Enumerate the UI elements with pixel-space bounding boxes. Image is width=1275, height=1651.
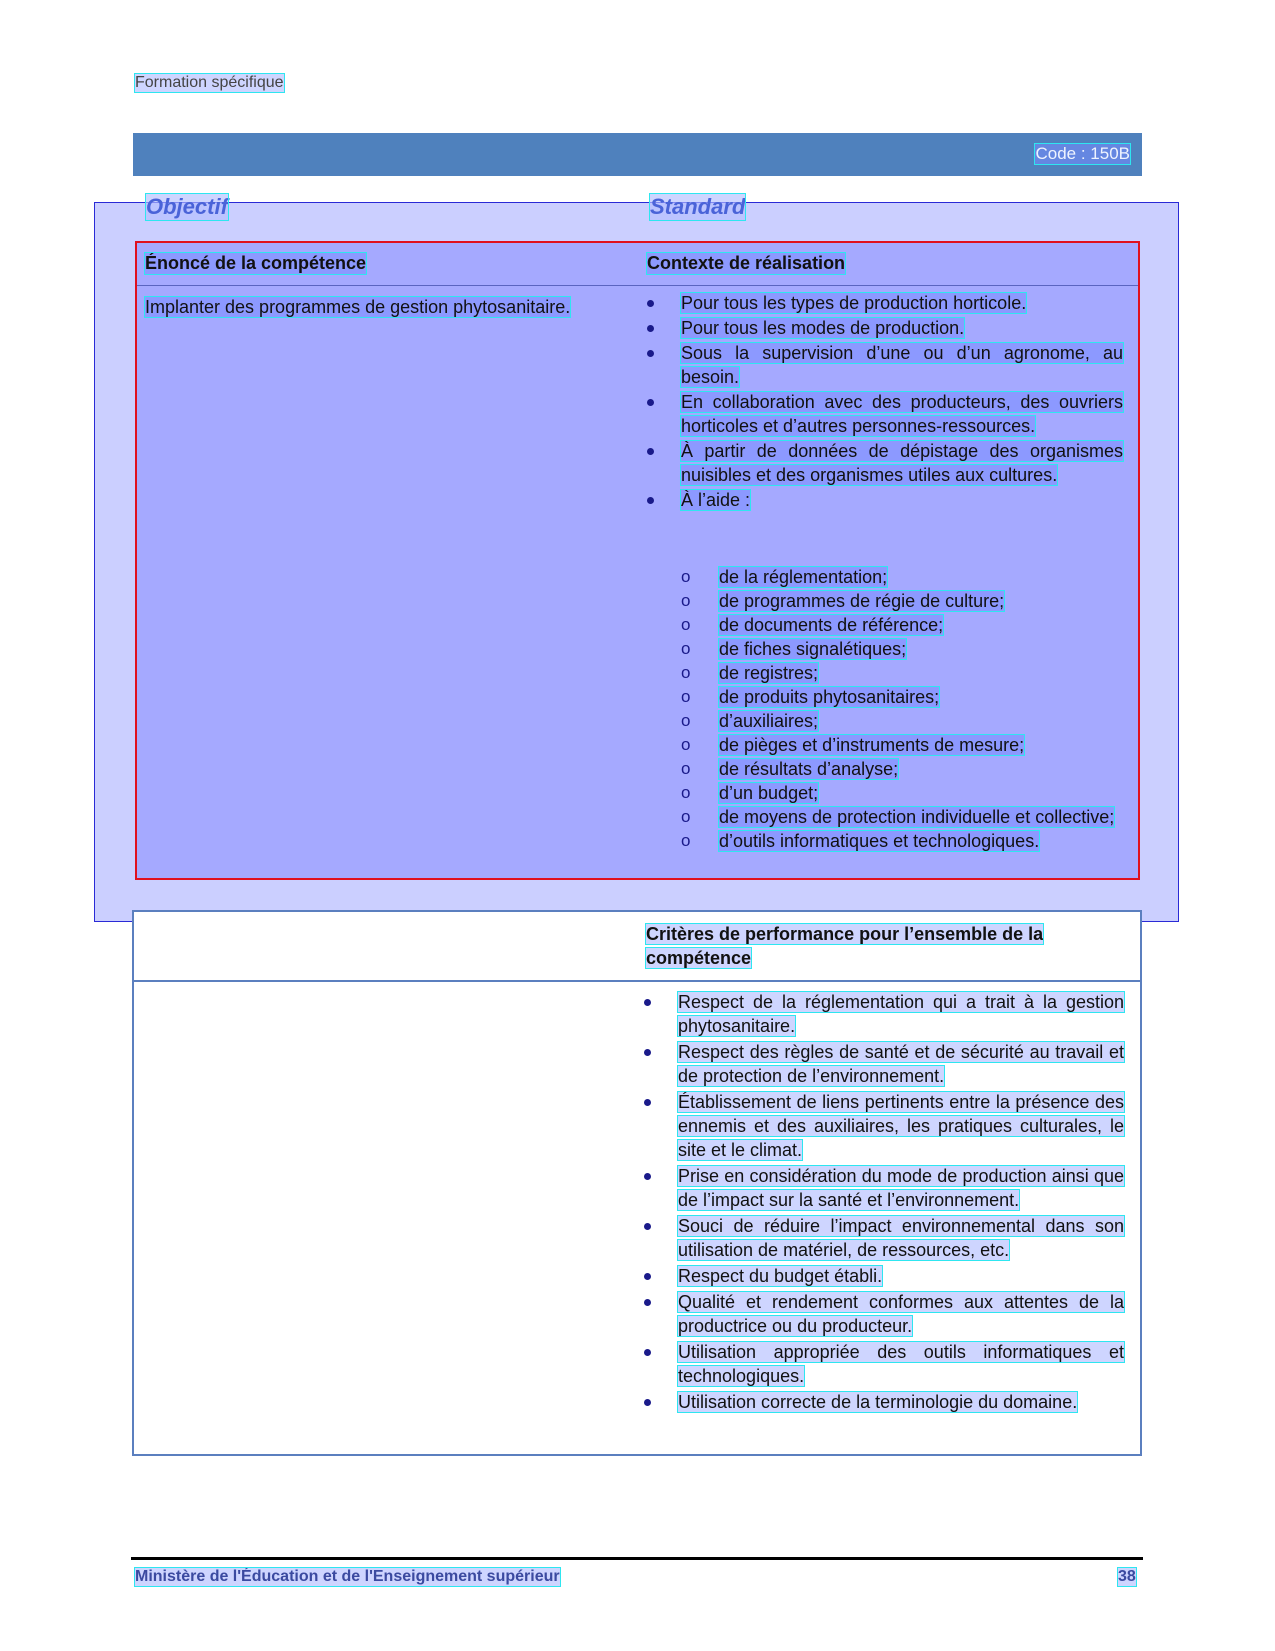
list-item (681, 589, 1121, 613)
bullet-icon (644, 999, 651, 1006)
list-item (642, 1264, 1124, 1288)
list-item-text: Pour tous les modes de production. (681, 318, 965, 338)
list-item (642, 1040, 1124, 1088)
bullet-icon (647, 300, 654, 307)
header-band (133, 133, 1142, 176)
list-item-text: d’un budget; (719, 783, 819, 803)
sub-bullet-icon: o (681, 711, 691, 730)
bullet-icon (647, 325, 654, 332)
list-item (681, 685, 1121, 709)
criteres-list (642, 990, 1124, 1416)
list-item-text: d’auxiliaires; (719, 711, 819, 731)
list-item-text: de programmes de régie de culture; (719, 591, 1005, 611)
list-item (642, 1390, 1124, 1414)
list-item-text: d’outils informatiques et technologiques. (719, 831, 1040, 851)
objectif-title: Objectif (146, 194, 228, 219)
list-item (645, 316, 1123, 340)
bullet-icon (644, 1049, 651, 1056)
list-item (645, 291, 1123, 315)
document-section-label: Formation spécifique (135, 74, 284, 91)
list-item-text: de fiches signalétiques; (719, 639, 907, 659)
list-item (642, 990, 1124, 1038)
standard-title: Standard (650, 194, 746, 219)
enonce-text (145, 295, 625, 319)
competency-code: Code : 150B (1035, 144, 1130, 163)
contexte-header: Contexte de réalisation (647, 253, 846, 273)
bullet-icon (647, 448, 654, 455)
list-item (681, 733, 1121, 757)
list-item-text: de pièges et d’instruments de mesure; (719, 735, 1025, 755)
table-header-divider (134, 980, 1140, 982)
list-item-text: À partir de données de dépistage des organismes nuisibles et des organismes utiles aux cultures. (681, 441, 1123, 485)
footer-divider (131, 1557, 1143, 1560)
list-item-text: Qualité et rendement conformes aux attentes de la productrice ou du producteur. (678, 1292, 1124, 1336)
sub-bullet-icon: o (681, 735, 691, 754)
sub-bullet-icon: o (681, 567, 691, 586)
list-item-text: Souci de réduire l’impact environnemental dans son utilisation de matériel, de ressources, etc. (678, 1216, 1124, 1260)
list-item-text: de registres; (719, 663, 819, 683)
list-item-text: À l’aide : (681, 490, 751, 510)
list-item-text: Sous la supervision d’une ou d’un agronome, au besoin. (681, 343, 1123, 387)
sub-bullet-icon: o (681, 615, 691, 634)
list-item (642, 1340, 1124, 1388)
list-item (642, 1290, 1124, 1338)
competency-table (135, 241, 1140, 880)
table-header-divider (137, 285, 1138, 286)
bullet-icon (644, 1299, 651, 1306)
sub-bullet-icon: o (681, 639, 691, 658)
aide-list (681, 565, 1121, 853)
bullet-icon (644, 1099, 651, 1106)
list-item-text: de produits phytosanitaires; (719, 687, 940, 707)
bullet-icon (644, 1273, 651, 1280)
page-number: 38 (1118, 1568, 1136, 1585)
list-item-text: de moyens de protection individuelle et collective; (719, 807, 1115, 827)
list-item (642, 1214, 1124, 1262)
sub-bullet-icon: o (681, 807, 691, 826)
list-item-text: de résultats d’analyse; (719, 759, 899, 779)
sub-bullet-icon: o (681, 831, 691, 850)
list-item (642, 1164, 1124, 1212)
list-item (681, 565, 1121, 589)
sub-bullet-icon: o (681, 783, 691, 802)
list-item (645, 488, 1123, 512)
list-item-text: Pour tous les types de production horticole. (681, 293, 1027, 313)
list-item (681, 829, 1121, 853)
sub-bullet-icon: o (681, 687, 691, 706)
criteria-table (132, 910, 1142, 1456)
list-item-text: Utilisation correcte de la terminologie du domaine. (678, 1392, 1078, 1412)
enonce-header: Énoncé de la compétence (145, 253, 367, 273)
list-item-text: Respect des règles de santé et de sécurité au travail et de protection de l’environnement. (678, 1042, 1124, 1086)
list-item (645, 341, 1123, 389)
criteres-header-text: Critères de performance pour l’ensemble de la compétence (646, 924, 1044, 968)
footer-ministry: Ministère de l'Éducation et de l'Enseignement supérieur (135, 1568, 560, 1585)
sub-bullet-icon: o (681, 759, 691, 778)
enonce-statement: Implanter des programmes de gestion phytosanitaire. (145, 297, 571, 317)
list-item (681, 757, 1121, 781)
list-item (681, 781, 1121, 805)
list-item (681, 709, 1121, 733)
bullet-icon (647, 399, 654, 406)
sub-bullet-icon: o (681, 663, 691, 682)
list-item (681, 661, 1121, 685)
list-item-text: En collaboration avec des producteurs, des ouvriers horticoles et d’autres personnes-ressources. (681, 392, 1123, 436)
bullet-icon (644, 1399, 651, 1406)
contexte-list (645, 291, 1123, 513)
bullet-icon (644, 1349, 651, 1356)
list-item (681, 637, 1121, 661)
bullet-icon (644, 1173, 651, 1180)
list-item-text: de la réglementation; (719, 567, 888, 587)
bullet-icon (647, 350, 654, 357)
list-item (642, 1090, 1124, 1162)
list-item-text: Utilisation appropriée des outils informatiques et technologiques. (678, 1342, 1124, 1386)
list-item (681, 613, 1121, 637)
list-item-text: Prise en considération du mode de production ainsi que de l’impact sur la santé et l’environnement. (678, 1166, 1124, 1210)
bullet-icon (647, 497, 654, 504)
list-item-text: Établissement de liens pertinents entre la présence des ennemis et des auxiliaires, les pratiques culturales, le site et le climat. (678, 1092, 1124, 1160)
criteres-header (646, 922, 1106, 970)
sub-bullet-icon: o (681, 591, 691, 610)
list-item-text: Respect du budget établi. (678, 1266, 883, 1286)
list-item-text: de documents de référence; (719, 615, 944, 635)
list-item (645, 390, 1123, 438)
bullet-icon (644, 1223, 651, 1230)
list-item (645, 439, 1123, 487)
list-item (681, 805, 1121, 829)
list-item-text: Respect de la réglementation qui a trait à la gestion phytosanitaire. (678, 992, 1124, 1036)
